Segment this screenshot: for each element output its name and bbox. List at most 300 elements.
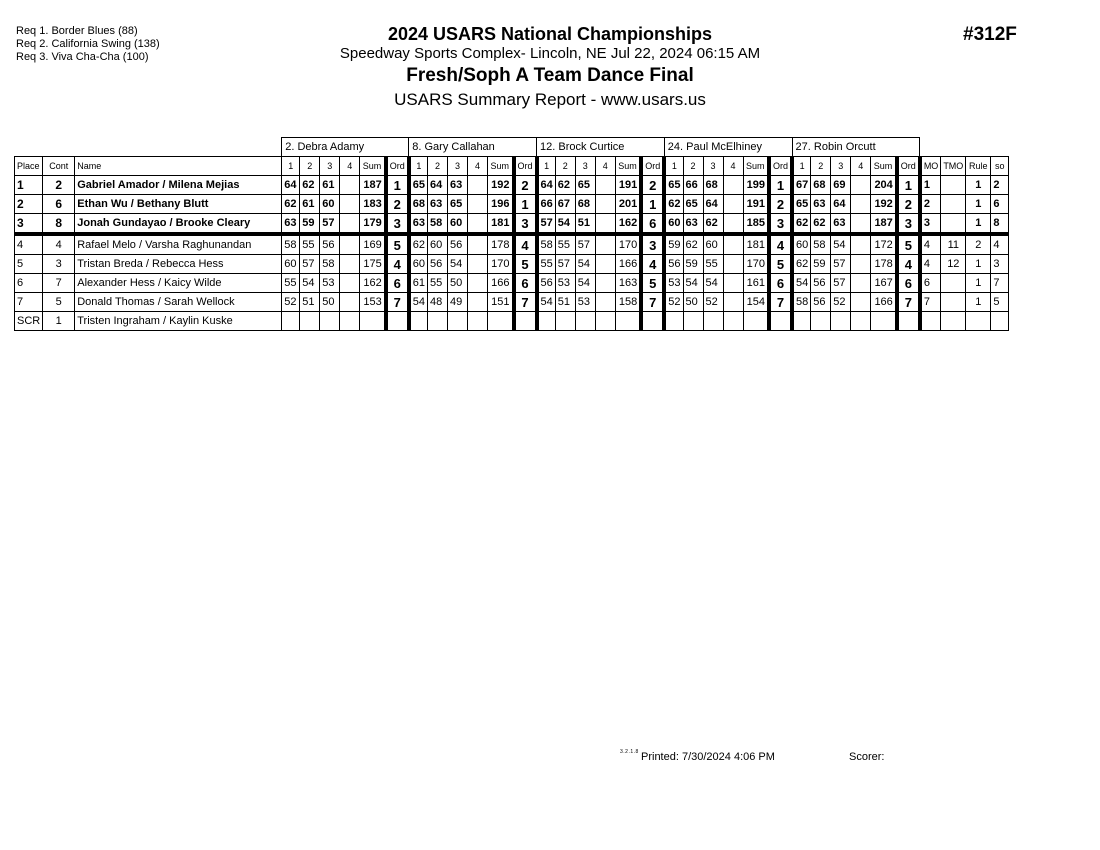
score-2-cell: 55 [300,234,320,255]
score-3-cell: 65 [575,176,595,195]
column-header-mo: MO [920,157,941,176]
table-row [15,195,1009,214]
score-3-cell: 62 [703,214,723,235]
column-header-tmo: TMO [941,157,966,176]
ordinal-cell: 3 [641,234,664,255]
score-4-cell [468,255,488,274]
score-4-cell [723,312,743,331]
column-header-rule: Rule [966,157,991,176]
score-3-cell: 60 [320,195,340,214]
score-sum-cell: 170 [488,255,514,274]
table-row [15,293,1009,312]
score-sum-cell: 153 [360,293,386,312]
score-1-cell: 58 [282,234,300,255]
rule-cell: 1 [966,293,991,312]
score-4-cell [851,214,871,235]
score-sum-cell [615,312,641,331]
score-sum-cell: 154 [743,293,769,312]
score-1-cell: 62 [792,214,811,235]
score-3-cell: 60 [703,234,723,255]
score-2-cell: 53 [555,274,575,293]
column-header-s1: 1 [664,157,683,176]
ordinal-cell [386,312,409,331]
music-request-3: Req 3. Viva Cha-Cha (100) [16,51,149,63]
ordinal-cell: 2 [386,195,409,214]
skater-names-cell: Rafael Melo / Varsha Raghunandan [75,234,282,255]
place-cell: 6 [15,274,43,293]
ordinal-cell: 1 [769,176,792,195]
score-2-cell: 67 [555,195,575,214]
ordinal-cell: 5 [641,274,664,293]
score-3-cell: 54 [575,255,595,274]
rule-cell [966,312,991,331]
score-sum-cell [488,312,514,331]
so-cell: 6 [991,195,1009,214]
score-3-cell: 69 [831,176,851,195]
ordinal-cell: 7 [514,293,537,312]
score-1-cell: 62 [409,234,428,255]
score-3-cell: 63 [831,214,851,235]
score-3-cell [575,312,595,331]
mo-cell: 3 [920,214,941,235]
score-3-cell: 53 [320,274,340,293]
score-1-cell: 57 [537,214,556,235]
score-3-cell [703,312,723,331]
score-sum-cell: 162 [360,274,386,293]
column-header-s2: 2 [300,157,320,176]
score-3-cell: 52 [703,293,723,312]
column-header-sum: Sum [743,157,769,176]
score-4-cell [340,312,360,331]
score-1-cell: 52 [282,293,300,312]
music-request-2: Req 2. California Swing (138) [16,38,160,50]
score-2-cell: 64 [428,176,448,195]
column-header-row [15,157,1009,176]
score-1-cell: 65 [409,176,428,195]
score-2-cell: 62 [555,176,575,195]
score-1-cell: 61 [409,274,428,293]
column-header-s2: 2 [555,157,575,176]
score-4-cell [468,214,488,235]
score-4-cell [340,293,360,312]
tmo-cell [941,176,966,195]
mo-cell: 2 [920,195,941,214]
score-2-cell: 57 [555,255,575,274]
rule-cell: 1 [966,195,991,214]
score-3-cell: 57 [320,214,340,235]
skater-names-cell: Alexander Hess / Kaicy Wilde [75,274,282,293]
place-cell: SCR [15,312,43,331]
score-2-cell: 61 [300,195,320,214]
score-3-cell: 50 [448,274,468,293]
ordinal-cell: 4 [386,255,409,274]
score-2-cell: 63 [428,195,448,214]
ordinal-cell: 7 [897,293,920,312]
column-header-ord: Ord [769,157,792,176]
table-row [15,255,1009,274]
score-4-cell [723,214,743,235]
score-3-cell: 54 [448,255,468,274]
column-header-s3: 3 [320,157,340,176]
ordinal-cell: 3 [514,214,537,235]
ordinal-cell [769,312,792,331]
score-2-cell [428,312,448,331]
score-3-cell: 57 [831,274,851,293]
score-4-cell [723,176,743,195]
column-header-s4: 4 [468,157,488,176]
score-3-cell: 68 [703,176,723,195]
score-4-cell [468,293,488,312]
ordinal-cell: 5 [514,255,537,274]
score-3-cell: 50 [320,293,340,312]
score-4-cell [468,195,488,214]
score-sum-cell: 183 [360,195,386,214]
ordinal-cell: 1 [386,176,409,195]
tmo-cell: 12 [941,255,966,274]
column-header-s2: 2 [683,157,703,176]
score-1-cell: 56 [537,274,556,293]
rule-cell: 1 [966,214,991,235]
score-2-cell: 58 [811,234,831,255]
score-3-cell: 63 [448,176,468,195]
ordinal-cell: 7 [641,293,664,312]
column-header-ord: Ord [386,157,409,176]
score-2-cell: 62 [811,214,831,235]
score-1-cell: 65 [664,176,683,195]
score-1-cell: 59 [664,234,683,255]
contestant-number-cell: 2 [43,176,75,195]
judge-name: 8. Gary Callahan [409,138,537,157]
score-3-cell [320,312,340,331]
table-row [15,214,1009,235]
column-header-so: so [991,157,1009,176]
scorer-label: Scorer: [849,751,885,763]
ordinal-cell: 4 [514,234,537,255]
score-sum-cell: 178 [488,234,514,255]
column-header-sum: Sum [871,157,897,176]
score-2-cell: 56 [428,255,448,274]
score-4-cell [723,234,743,255]
column-header-s4: 4 [851,157,871,176]
so-cell: 4 [991,234,1009,255]
ordinal-cell: 4 [897,255,920,274]
score-4-cell [851,195,871,214]
score-3-cell: 56 [448,234,468,255]
music-request-1: Req 1. Border Blues (88) [16,25,138,37]
score-1-cell: 60 [409,255,428,274]
score-1-cell: 54 [409,293,428,312]
score-4-cell [723,293,743,312]
score-3-cell: 52 [831,293,851,312]
score-4-cell [595,293,615,312]
score-2-cell: 63 [811,195,831,214]
event-number: #312F [963,24,1017,45]
ordinal-cell: 1 [514,195,537,214]
score-2-cell: 62 [300,176,320,195]
score-2-cell: 54 [683,274,703,293]
score-1-cell: 62 [664,195,683,214]
score-sum-cell: 161 [743,274,769,293]
mo-cell: 4 [920,234,941,255]
score-3-cell: 60 [448,214,468,235]
column-header-s4: 4 [595,157,615,176]
score-4-cell [340,255,360,274]
tmo-cell [941,293,966,312]
contestant-number-cell: 3 [43,255,75,274]
score-1-cell: 60 [664,214,683,235]
score-4-cell [851,176,871,195]
score-2-cell: 50 [683,293,703,312]
place-cell: 1 [15,176,43,195]
ordinal-cell: 6 [897,274,920,293]
ordinal-cell: 6 [386,274,409,293]
score-4-cell [595,274,615,293]
score-2-cell: 68 [811,176,831,195]
score-sum-cell: 170 [743,255,769,274]
score-1-cell: 63 [409,214,428,235]
score-sum-cell: 204 [871,176,897,195]
place-cell: 7 [15,293,43,312]
column-header-s3: 3 [575,157,595,176]
score-sum-cell [743,312,769,331]
score-2-cell: 66 [683,176,703,195]
score-2-cell [300,312,320,331]
score-3-cell: 64 [831,195,851,214]
contestant-number-cell: 6 [43,195,75,214]
score-2-cell: 59 [811,255,831,274]
score-3-cell: 56 [320,234,340,255]
score-4-cell [340,274,360,293]
score-2-cell: 60 [428,234,448,255]
score-sum-cell: 191 [743,195,769,214]
ordinal-cell: 2 [769,195,792,214]
so-cell: 7 [991,274,1009,293]
requested-music-list [16,25,160,64]
score-1-cell: 67 [792,176,811,195]
judge-header-row [15,138,1009,157]
score-1-cell [282,312,300,331]
skater-names-cell: Donald Thomas / Sarah Wellock [75,293,282,312]
score-1-cell: 60 [792,234,811,255]
place-cell: 2 [15,195,43,214]
so-cell: 3 [991,255,1009,274]
printed-timestamp: Printed: 7/30/2024 4:06 PM [641,751,775,763]
score-3-cell: 57 [575,234,595,255]
score-2-cell: 48 [428,293,448,312]
score-sum-cell [360,312,386,331]
score-4-cell [340,176,360,195]
rule-cell: 1 [966,176,991,195]
judge-name: 12. Brock Curtice [537,138,665,157]
score-sum-cell: 181 [743,234,769,255]
score-2-cell: 62 [683,234,703,255]
contestant-number-cell: 1 [43,312,75,331]
venue-date: Speedway Sports Complex- Lincoln, NE Jul 22, 2024 06:15 AM [339,45,761,62]
score-1-cell: 58 [792,293,811,312]
score-2-cell: 51 [300,293,320,312]
ordinal-cell: 3 [769,214,792,235]
so-cell: 8 [991,214,1009,235]
score-2-cell: 56 [811,293,831,312]
score-1-cell: 66 [537,195,556,214]
column-header-s1: 1 [537,157,556,176]
score-4-cell [595,255,615,274]
place-cell: 4 [15,234,43,255]
score-sum-cell: 151 [488,293,514,312]
score-2-cell [811,312,831,331]
score-sum-cell: 185 [743,214,769,235]
score-4-cell [595,214,615,235]
score-sum-cell: 192 [871,195,897,214]
score-sum-cell: 179 [360,214,386,235]
rule-cell: 1 [966,274,991,293]
score-sum-cell: 166 [488,274,514,293]
score-3-cell: 53 [575,293,595,312]
ordinal-cell [897,312,920,331]
score-3-cell: 68 [575,195,595,214]
ordinal-cell: 5 [769,255,792,274]
score-1-cell: 65 [792,195,811,214]
score-3-cell: 55 [703,255,723,274]
ordinal-cell: 3 [386,214,409,235]
score-sum-cell: 191 [615,176,641,195]
score-3-cell: 61 [320,176,340,195]
score-3-cell: 54 [703,274,723,293]
score-sum-cell [871,312,897,331]
score-1-cell: 58 [537,234,556,255]
ordinal-cell: 2 [897,195,920,214]
score-1-cell: 60 [282,255,300,274]
so-cell: 5 [991,293,1009,312]
skater-names-cell: Gabriel Amador / Milena Mejias [75,176,282,195]
column-header-s4: 4 [723,157,743,176]
judge-name: 24. Paul McElhiney [664,138,792,157]
skater-names-cell: Tristen Ingraham / Kaylin Kuske [75,312,282,331]
score-sum-cell: 175 [360,255,386,274]
score-3-cell: 54 [831,234,851,255]
ordinal-cell: 7 [769,293,792,312]
score-4-cell [340,214,360,235]
score-1-cell: 54 [537,293,556,312]
column-header-cont: Cont [43,157,75,176]
ordinal-cell [641,312,664,331]
report-title: USARS Summary Report - www.usars.us [394,90,706,109]
score-1-cell [792,312,811,331]
score-1-cell: 55 [282,274,300,293]
judge-name: 2. Debra Adamy [282,138,409,157]
score-sum-cell: 201 [615,195,641,214]
score-3-cell: 49 [448,293,468,312]
column-header-ord: Ord [514,157,537,176]
score-sum-cell: 187 [871,214,897,235]
table-row [15,274,1009,293]
score-2-cell: 56 [811,274,831,293]
column-header-ord: Ord [897,157,920,176]
score-3-cell: 54 [575,274,595,293]
column-header-place: Place [15,157,43,176]
score-sum-cell: 163 [615,274,641,293]
score-sum-cell: 166 [871,293,897,312]
spacer [15,138,282,157]
ordinal-cell: 1 [897,176,920,195]
score-4-cell [851,234,871,255]
column-header-sum: Sum [360,157,386,176]
score-4-cell [851,255,871,274]
score-sum-cell: 199 [743,176,769,195]
score-sum-cell: 172 [871,234,897,255]
score-1-cell: 56 [664,255,683,274]
table-row [15,234,1009,255]
ordinal-cell: 6 [641,214,664,235]
score-1-cell: 54 [792,274,811,293]
score-3-cell: 57 [831,255,851,274]
column-header-s3: 3 [831,157,851,176]
column-header-s1: 1 [792,157,811,176]
score-sum-cell: 196 [488,195,514,214]
column-header-sum: Sum [615,157,641,176]
place-cell: 3 [15,214,43,235]
score-4-cell [468,274,488,293]
score-1-cell: 62 [792,255,811,274]
score-4-cell [468,176,488,195]
place-cell: 5 [15,255,43,274]
score-1-cell: 64 [282,176,300,195]
event-title: Fresh/Soph A Team Dance Final [406,65,694,86]
tmo-cell: 11 [941,234,966,255]
score-1-cell [409,312,428,331]
so-cell: 2 [991,176,1009,195]
table-row [15,312,1009,331]
ordinal-cell: 7 [386,293,409,312]
score-4-cell [851,312,871,331]
score-1-cell: 53 [664,274,683,293]
rule-cell: 2 [966,234,991,255]
column-header-s2: 2 [811,157,831,176]
score-3-cell [448,312,468,331]
score-4-cell [723,255,743,274]
score-2-cell: 55 [555,234,575,255]
contestant-number-cell: 7 [43,274,75,293]
score-2-cell: 55 [428,274,448,293]
column-header-s1: 1 [282,157,300,176]
score-3-cell: 64 [703,195,723,214]
ordinal-cell: 3 [897,214,920,235]
score-4-cell [468,312,488,331]
ordinal-cell: 6 [514,274,537,293]
ordinal-cell: 4 [641,255,664,274]
score-4-cell [851,293,871,312]
contestant-number-cell: 4 [43,234,75,255]
skater-names-cell: Jonah Gundayao / Brooke Cleary [75,214,282,235]
score-1-cell: 63 [282,214,300,235]
score-1-cell: 64 [537,176,556,195]
score-1-cell: 55 [537,255,556,274]
mo-cell: 4 [920,255,941,274]
mo-cell [920,312,941,331]
score-2-cell: 54 [555,214,575,235]
ordinal-cell: 1 [641,195,664,214]
score-4-cell [595,195,615,214]
score-sum-cell: 192 [488,176,514,195]
version-label: 3.2.1.8 [620,749,639,755]
column-header-s3: 3 [448,157,468,176]
score-sum-cell: 166 [615,255,641,274]
score-sum-cell: 158 [615,293,641,312]
score-2-cell: 57 [300,255,320,274]
score-3-cell: 58 [320,255,340,274]
score-4-cell [595,234,615,255]
column-header-name: Name [75,157,282,176]
